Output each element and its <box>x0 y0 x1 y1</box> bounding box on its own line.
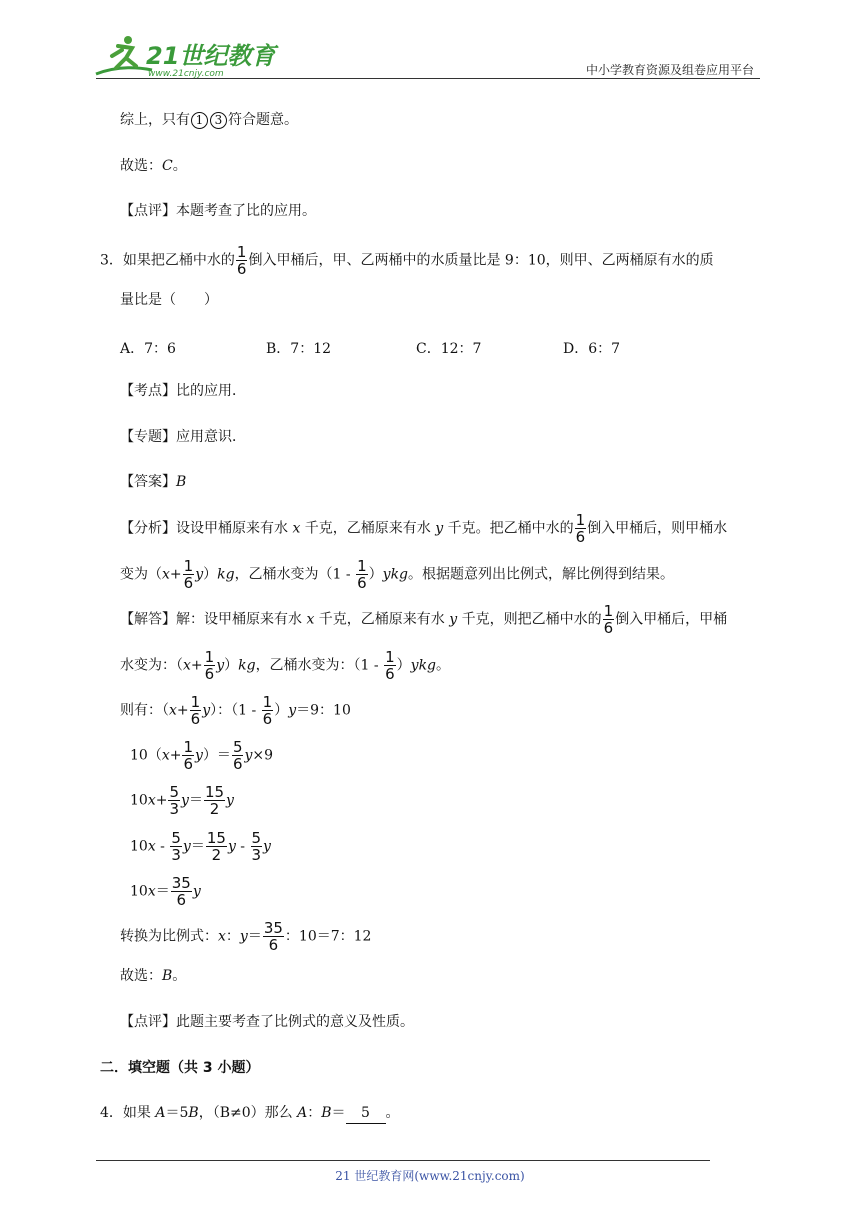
option-a: A．7：6 <box>120 341 176 357</box>
option-d: D．6：7 <box>563 341 621 357</box>
q3-comment: 【点评】此题主要考查了比例式的意义及性质。 <box>120 1014 414 1030</box>
answer-blank: 5 <box>346 1103 386 1124</box>
platform-name: 中小学教育资源及组卷应用平台 <box>585 63 754 77</box>
option-b: B．7：12 <box>266 341 332 357</box>
analysis-line1: 【分析】设设甲桶原来有水 x 千克，乙桶原来有水 y 千克。把乙桶中水的 $\frac{1}{6}$ 倒入甲桶后，则甲桶水 <box>120 511 728 546</box>
circle-three: 3 <box>210 112 227 129</box>
footer-text: 21 世纪教育网(www.21cnjy.com) <box>335 1169 525 1183</box>
equation-step3: 10x - $\frac{5}{3}$ y＝ $\frac{15}{2}$ y - $\frac{5}{3}$ y <box>130 829 271 864</box>
q3-stem-line2: 量比是（ ） <box>120 292 218 308</box>
q4-stem: 4．如果 A＝5B，（B≠0）那么 A：B＝ 5 。 <box>100 1103 400 1124</box>
zhuanti: 【专题】应用意识． <box>120 429 246 445</box>
site-logo <box>92 34 276 79</box>
prev-choice: 故选：C。 <box>120 158 187 174</box>
header-divider <box>96 78 760 79</box>
solution-line2: 水变为：（x+ $\frac{1}{6}$ y）kg，乙桶水变为：（1 - $\frac{1}{6}$ ）ykg。 <box>120 648 451 683</box>
equation-convert: 转换为比例式：x：y＝ $\frac{35}{6}$ ：10＝7：12 <box>120 919 372 954</box>
q3-stem-line1: 3．如果把乙桶中水的 $\frac{1}{6}$ 倒入甲桶后，甲、乙两桶中的水质量比是 9：10，则甲、乙两桶原有水的质 <box>100 243 714 278</box>
prev-comment: 【点评】本题考查了比的应用。 <box>120 203 316 219</box>
analysis-line2: 变为（x+ $\frac{1}{6}$ y）kg，乙桶水变为（1 - $\frac{1}{6}$ ）ykg。根据题意列出比例式，解比例得到结果。 <box>120 557 675 592</box>
prev-summary: 综上，只有 1 3 符合题意。 <box>120 112 298 128</box>
section-title: 二．填空题（共 3 小题） <box>100 1060 260 1076</box>
answer: 【答案】B <box>120 474 187 490</box>
footer-divider <box>96 1160 710 1161</box>
equation-step2: 10x+ $\frac{5}{3}$ y＝ $\frac{15}{2}$ y <box>130 783 234 818</box>
option-c: C．12：7 <box>416 341 482 357</box>
fraction-1-6: $\frac{1}{6}$ <box>236 243 247 278</box>
svg-text:21世纪教育: 21世纪教育 <box>146 42 276 70</box>
circle-one: 1 <box>191 112 208 129</box>
q3-choice: 故选：B。 <box>120 968 187 984</box>
solution-line1: 【解答】解：设甲桶原来有水 x 千克，乙桶原来有水 y 千克，则把乙桶中水的 $\frac{1}{6}$ 倒入甲桶后，甲桶 <box>120 602 728 637</box>
equation-then: 则有：（x+ $\frac{1}{6}$ y）：（1 - $\frac{1}{6}$ ）y＝9：10 <box>120 693 351 728</box>
equation-step4: 10x＝ $\frac{35}{6}$ y <box>130 874 201 909</box>
kaodian: 【考点】比的应用． <box>120 383 246 399</box>
equation-step1: 10（x+ $\frac{1}{6}$ y）＝ $\frac{5}{6}$ y×9 <box>130 738 274 773</box>
svg-text:www.21cnjy.com: www.21cnjy.com <box>148 69 224 79</box>
